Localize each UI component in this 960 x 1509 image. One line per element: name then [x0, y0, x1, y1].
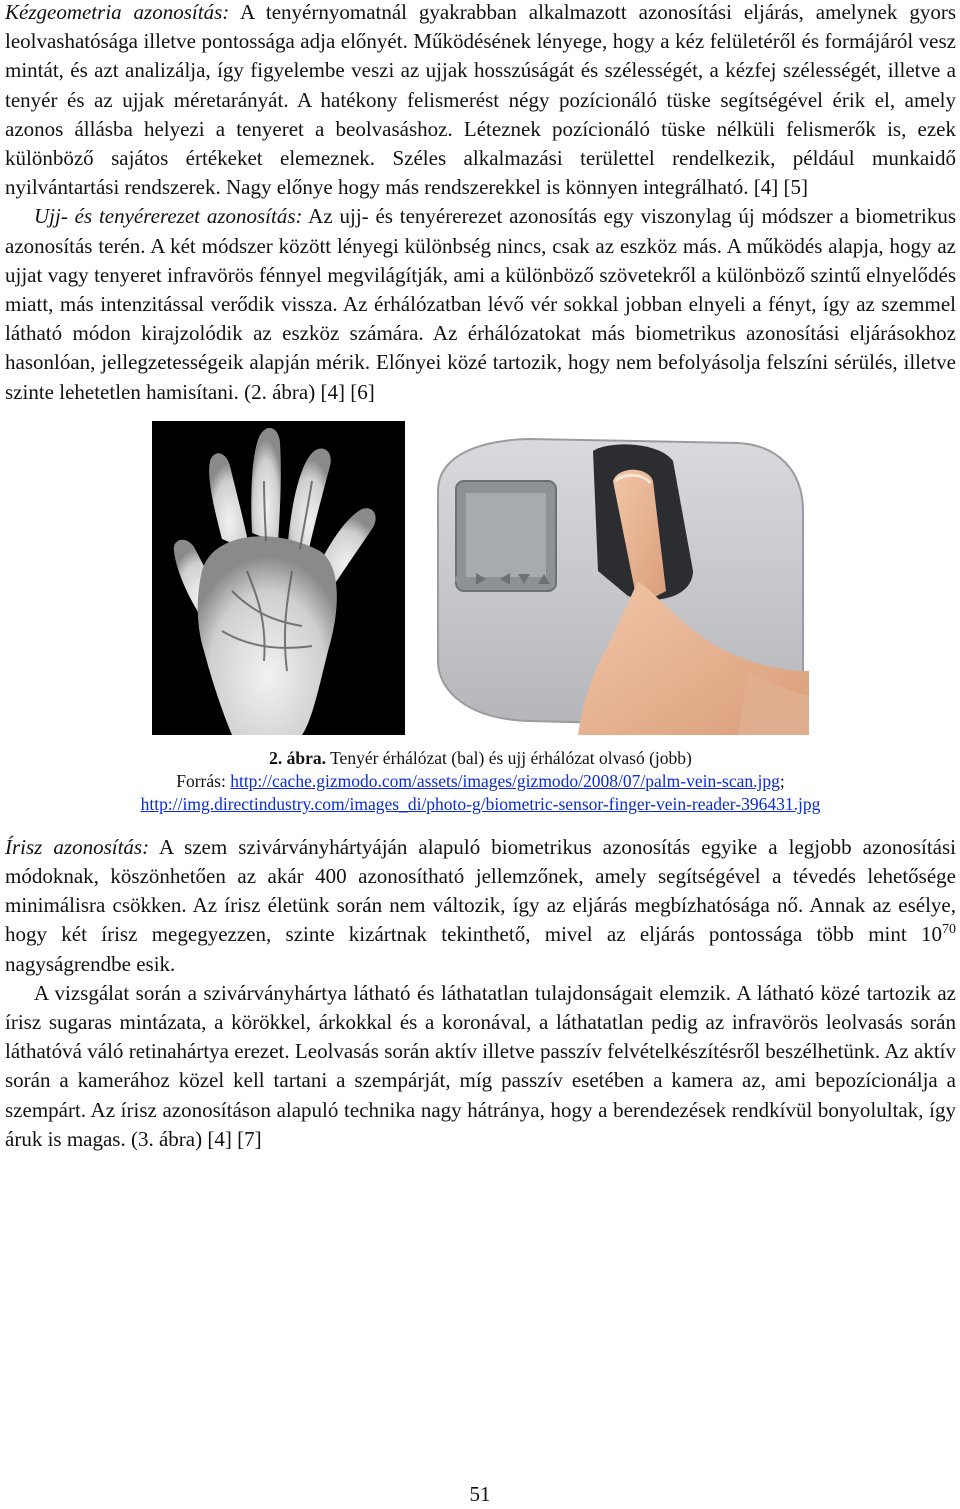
text-iris-1: A szem szivárványhártyáján alapuló biometrikus azonosítás egyike a legjobb azonosítási módoknak, köszönhetően az akár 400 azonosítható jellemzőnek, amely segítségével a tévedés lehetősége minimálisra csökken. Az írisz életünk során nem változik, így az eljárás megbízhatósága nő. Annak az esélye, hogy két írisz megegyezzen, szinte kizártnak tekinthető, mivel az eljárás pontossága több mint 10: [5, 834, 956, 947]
page-number: 51: [469, 1482, 491, 1506]
paragraph-examination: [5, 979, 956, 1154]
figure-source: [5, 770, 956, 793]
term-iris: Írisz azonosítás:: [5, 834, 150, 859]
source-prefix: Forrás:: [176, 770, 231, 791]
text-examination: A vizsgálat során a szivárványhártya látható és láthatatlan tulajdonságait elemzik. A látható közé tartozik az írisz sugaras mintázata, a körökkel, árkokkal és a koronával, a láthatatlan pedig az infravörös leolvasás során láthatóvá váló retinahártya erezet. Leolvasás során aktív illetve passzív felvételkészítésről beszélhetünk. Az aktív során a kamerához közel kell tartani a szempárját, míg passzív esetében a kamera az, ami bepozícionálja a szempárt. Az írisz azonosításon alapuló technika nagy hátránya, hogy a berendezések rendkívül bonyolultak, így áruk is magas. (3. ábra) [4] [7]: [5, 980, 956, 1151]
source-link-1[interactable]: http://cache.gizmodo.com/assets/images/gizmodo/2008/07/palm-vein-scan.jpg: [230, 770, 780, 791]
figure-2: [5, 421, 956, 747]
palm-vein-scan-image: [152, 421, 405, 735]
figure-caption: [5, 747, 956, 770]
term-hand-geometry: Kézgeometria azonosítás:: [5, 0, 230, 24]
finger-vein-reader-image: [408, 421, 809, 735]
text-finger-palm-vein: Az ujj- és tenyérerezet azonosítás egy viszonylag új módszer a biometrikus azonosítás terén. A két módszer között lényegi különbség nincs, csak az eszköz más. A működés alapja, hogy az ujjat vagy tenyeret infravörös fénnyel megvilágítják, ami a különböző szövetekről a különböző szintű elnyelődés miatt, más intenzitással verődik vissza. Az érhálózatban lévő vér sokkal jobban elnyeli a fényt, így az szemmel látható módon kirajzolódik az eszköz számára. Az érhálózatokat más biometrikus azonosítási eljárásokhoz hasonlóan, jellegzetességeik alapján mérik. Előnyei közé tartozik, hogy nem befolyásolja felszíni sérülés, illetve szinte lehetetlen hamisítani. (2. ábra) [4] [6]: [5, 204, 956, 404]
paragraph-iris: [5, 833, 956, 979]
term-finger-palm-vein: Ujj- és tenyérerezet azonosítás:: [34, 204, 303, 229]
text-iris-2: nagyságrendbe esik.: [5, 951, 176, 976]
source-separator: ;: [779, 770, 785, 791]
paragraph-finger-palm-vein: [5, 202, 956, 406]
figure-caption-text: Tenyér érhálózat (bal) és ujj érhálózat olvasó (jobb): [326, 747, 692, 768]
text-hand-geometry: A tenyérnyomatnál gyakrabban alkalmazott azonosítási eljárás, amelynek gyors leolvashatósága illetve pontossága adja előnyét. Működésének lényege, hogy a kéz felületéről és formájáról vesz mintát, és azt analizálja, így figyelembe veszi az ujjak hosszúságát és szélességét, a kézfej szélességét, illetve a tenyér és az ujjak méretarányát. A hatékony felismerést négy pozícionáló tüske segítségével érik el, amely azonos állásba helyezi a tenyeret a beolvasáshoz. Léteznek pozícionáló tüske nélküli felismerők is, ezek különböző sajátos értékeket elemeznek. Széles alkalmazási területtel rendelkezik, például munkaidő nyilvántartási rendszerek. Nagy előnye hogy más rendszerekkel is könnyen integrálható. [4] [5]: [5, 0, 956, 200]
figure-label: 2. ábra.: [269, 747, 327, 768]
source-link-2[interactable]: http://img.directindustry.com/images_di/photo-g/biometric-sensor-finger-vein-reader-396431.jpg: [140, 793, 821, 814]
figure-source-2: [5, 793, 956, 816]
paragraph-hand-geometry: [5, 0, 956, 202]
exponent: 70: [942, 922, 956, 938]
document-page: [5, 0, 956, 1154]
